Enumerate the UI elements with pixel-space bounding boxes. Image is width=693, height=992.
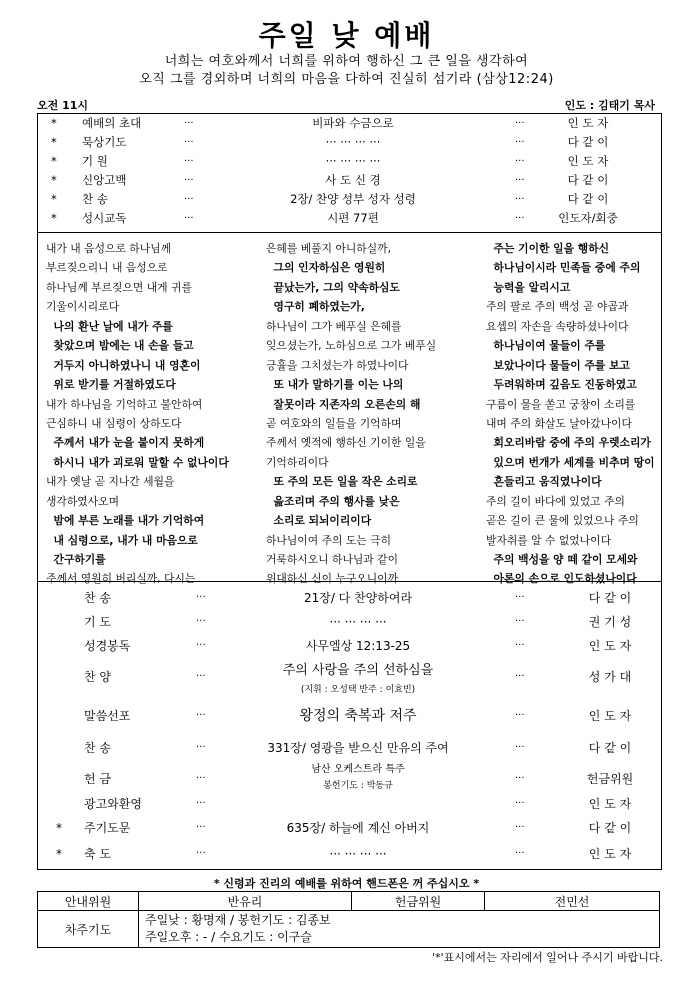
order-item-center: 331장/ 영광을 받으신 만유의 주여 [267, 741, 449, 755]
order-item-dots2: ··· [515, 175, 525, 186]
verse-line-2: 오직 그를 경외하며 너희의 마음을 다하여 진실히 섬기라 (삼상12:24) [139, 72, 554, 87]
reading-line: 잘못이라 지존자의 오른손의 해 [266, 397, 421, 411]
order-item-dots1: ··· [196, 822, 206, 833]
reading-line: 그의 인자하심은 영원히 [266, 261, 386, 275]
order-item-right: 권 기 성 [588, 615, 632, 629]
order-item-star: * [51, 116, 57, 130]
reading-line: 두려워하며 깊음도 진동하였고 [486, 378, 637, 392]
reading-line: 위로 받기를 거절하였도다 [46, 378, 176, 392]
service-leader: 인도 : 김태기 목사 [564, 99, 655, 112]
reading-line: 근심하니 내 심령이 상하도다 [46, 416, 182, 430]
order-item-dots1: ··· [184, 194, 194, 205]
reading-line: 요셉의 자손을 속량하셨나이다 [486, 319, 629, 333]
reading-line: 주의 백성을 양 떼 같이 모세와 [486, 553, 638, 566]
reading-line: 주께서 영원히 버리실까, 다시는 [46, 572, 196, 586]
order-item-name: 성경봉독 [84, 639, 131, 653]
reading-line: 은혜를 베풀지 아니하실까, [266, 242, 392, 255]
order-item-dots2: ··· [515, 798, 525, 809]
order-item [38, 133, 661, 152]
order-item-star: * [51, 192, 57, 206]
order-item-star: * [56, 821, 62, 835]
order-item-dots1: ··· [184, 175, 194, 186]
reading-line: 또 주의 모든 일을 작은 소리로 [266, 475, 418, 489]
order-item-right: 성 가 대 [588, 670, 632, 684]
order-item-dots1: ··· [184, 213, 194, 224]
order-item-dots1: ··· [196, 742, 206, 753]
order-item-dots2: ··· [515, 137, 525, 148]
order-item-right: 인 도 자 [588, 847, 632, 861]
order-item-star: * [51, 173, 57, 187]
reading-line: 읊조리며 주의 행사를 낮은 [266, 494, 400, 508]
order-item-center: 635장/ 하늘에 계신 아버지 [286, 821, 430, 835]
reading-line: 하나님이여 주의 도는 극히 [266, 533, 392, 547]
order-item-name: 묵상기도 [82, 135, 127, 149]
order-item-dots2: ··· [515, 822, 525, 833]
order-item-dots2: ··· [515, 742, 525, 753]
next-week-label: 차주기도 [38, 911, 139, 948]
order-item-name: 기 원 [82, 154, 108, 168]
reading-line: 능력을 알리시고 [486, 280, 571, 294]
order-item [38, 171, 661, 190]
order-item-right: 인 도 자 [567, 154, 609, 168]
reading-line: 주께서 내가 눈을 붙이지 못하게 [46, 436, 205, 450]
order-of-worship-part-2 [37, 582, 662, 870]
order-item-name: 광고와환영 [84, 797, 142, 811]
order-item-dots2: ··· [515, 592, 525, 603]
reading-line: 보았나이다 물들이 주를 보고 [486, 358, 630, 372]
order-item-dots2: ··· [515, 616, 525, 627]
reading-line: 흔들리고 움직였나이다 [486, 475, 602, 489]
order-item-center: 시편 77편 [327, 211, 379, 225]
order-item-dots2: ··· [515, 710, 525, 721]
order-item-center: 남산 오케스트라 특주 [311, 764, 405, 775]
order-item-dots1: ··· [196, 640, 206, 651]
next-week-prayers [139, 911, 660, 948]
reading-line: 소리로 되뇌이리이다 [266, 514, 372, 528]
order-item-name: 찬 송 [84, 591, 111, 605]
order-item-name: 주기도문 [84, 821, 131, 835]
order-item-name: 신앙고백 [82, 173, 127, 187]
reading-line: 하나님이시라 민족들 중에 주의 [486, 261, 641, 275]
verse-line-1: 너희는 여호와께서 너희를 위하여 행하신 그 큰 일을 생각하여 [164, 54, 529, 69]
order-item-sub: (지휘 : 오성택 반주 : 이효빈) [300, 685, 416, 695]
order-item-right: 인 도 자 [567, 116, 609, 130]
order-item [38, 706, 661, 726]
order-item-sub: 봉헌기도 : 박동규 [323, 781, 393, 791]
order-item-dots2: ··· [515, 213, 525, 224]
order-item-dots2: ··· [515, 773, 525, 784]
order-item-center: 주의 사랑을 주의 선하심을 [282, 663, 434, 678]
order-item-name: 찬 양 [84, 670, 111, 684]
order-item [38, 738, 661, 758]
order-item-center: 왕정의 축복과 저주 [299, 708, 417, 724]
reading-line: 끝났는가, 그의 약속하심도 [266, 280, 400, 294]
order-of-worship-part-1 [37, 113, 662, 233]
reading-line: 긍휼을 그치셨는가 하였나이다 [266, 358, 409, 372]
order-item-dots1: ··· [196, 592, 206, 603]
order-item-dots2: ··· [515, 156, 525, 167]
reading-line: 주의 팔로 주의 백성 곧 야곱과 [486, 300, 629, 314]
order-item-dots2: ··· [515, 640, 525, 651]
order-item-center: ··· ··· ··· ··· [329, 847, 387, 861]
order-item [38, 612, 661, 632]
order-item [38, 764, 661, 794]
offering-label: 헌금위원 [352, 892, 485, 911]
reading-line: 하나님이 그가 베푸실 은혜를 [266, 319, 402, 333]
reading-line: 있으며 번개가 세계를 비추며 땅이 [486, 455, 655, 469]
order-item-center: 사 도 신 경 [325, 173, 381, 187]
reading-line: 기울이시리로다 [46, 300, 120, 314]
order-item-name: 헌 금 [84, 772, 111, 786]
order-item-dots1: ··· [184, 118, 194, 129]
reading-line: 부르짖으리니 내 음성으로 [46, 261, 168, 275]
reading-line: 찾았으며 밤에는 내 손을 들고 [46, 339, 194, 353]
order-item-center: 사무엘상 12:13-25 [305, 639, 411, 653]
order-item-right: 다 같 이 [588, 741, 632, 755]
order-item-dots2: ··· [515, 671, 525, 682]
reading-line: 내가 내 음성으로 하나님께 [46, 242, 172, 255]
order-item-dots1: ··· [184, 137, 194, 148]
reading-column-3 [486, 239, 655, 589]
order-item-name: 말씀선포 [84, 709, 131, 723]
order-item-dots1: ··· [196, 616, 206, 627]
usher-value: 반유리 [139, 892, 352, 911]
order-item-right: 다 같 이 [588, 821, 632, 835]
reading-line: 거룩하시오니 하나님과 같이 [266, 553, 399, 566]
reading-line: 하나님께 부르짖으면 내게 귀를 [46, 280, 192, 294]
order-item-dots1: ··· [196, 798, 206, 809]
order-item-right: 다 같 이 [567, 173, 609, 187]
order-item-dots2: ··· [515, 848, 525, 859]
reading-line: 잊으셨는가, 노하심으로 그가 베푸실 [266, 339, 437, 353]
reading-line: 밤에 부른 노래를 내가 기억하여 [46, 514, 205, 528]
order-item-dots1: ··· [196, 848, 206, 859]
order-item-star: * [51, 211, 57, 225]
order-item [38, 818, 661, 838]
order-item-center: 비파와 수금으로 [312, 116, 394, 130]
order-item-center: ··· ··· ··· ··· [325, 135, 381, 149]
reading-line: 주의 길이 바다에 있었고 주의 [486, 494, 625, 508]
order-item-name: 찬 송 [82, 192, 108, 206]
order-item-dots2: ··· [515, 194, 525, 205]
phone-notice: * 신령과 진리의 예배를 위하여 핸드폰은 꺼 주십시오 * [213, 877, 480, 890]
order-item [38, 636, 661, 656]
order-item-right: 다 같 이 [567, 135, 609, 149]
order-item-right: 인 도 자 [588, 639, 632, 653]
page-title: 주일 낮 예배 [258, 19, 435, 52]
next-week-line-2: 주일오후 : - / 수요기도 : 이구슬 [145, 930, 312, 944]
service-time: 오전 11시 [37, 99, 89, 112]
next-week-line-1: 주일낮 : 황명재 / 봉헌기도 : 김종보 [145, 913, 331, 927]
reading-line: 곧 여호와의 일들을 기억하며 [266, 416, 402, 430]
reading-line: 내 심령으로, 내가 내 마음으로 [46, 533, 198, 547]
order-item [38, 794, 661, 814]
order-item-dots1: ··· [184, 156, 194, 167]
order-item-name: 기 도 [84, 615, 111, 629]
offering-value: 전민선 [485, 892, 660, 911]
reading-column-2 [266, 239, 436, 589]
reading-column-1 [46, 239, 229, 589]
order-item-dots2: ··· [515, 118, 525, 129]
reading-line: 나의 환난 날에 내가 주를 [46, 319, 173, 333]
order-item-dots1: ··· [196, 710, 206, 721]
order-item [38, 209, 661, 228]
reading-line: 내며 주의 화살도 날아갔나이다 [486, 416, 632, 430]
order-item-right: 인 도 자 [588, 709, 632, 723]
order-item-dots1: ··· [196, 773, 206, 784]
reading-line: 아론의 손으로 인도하셨나이다 [486, 572, 637, 586]
order-item [38, 190, 661, 209]
reading-line: 곧은 길이 큰 물에 있었으나 주의 [486, 514, 639, 528]
order-item-star: * [51, 154, 57, 168]
reading-line: 기억하리이다 [266, 455, 329, 469]
reading-line: 주는 기이한 일을 행하신 [486, 242, 610, 255]
responsive-reading [37, 232, 662, 586]
reading-line: 회오리바람 중에 주의 우렛소리가 [486, 436, 651, 450]
reading-line: 주께서 옛적에 행하신 기이한 일을 [266, 436, 426, 450]
reading-line: 영구히 폐하였는가, [266, 300, 365, 314]
order-item [38, 114, 661, 133]
reading-line: 발자취를 알 수 없었나이다 [486, 533, 612, 547]
reading-line: 구름이 물을 쏟고 궁창이 소리를 [486, 397, 636, 411]
order-item [38, 662, 661, 695]
usher-label: 안내위원 [38, 892, 139, 911]
reading-line: 위대하신 신이 누구오니이까 [266, 572, 399, 586]
reading-line: 내가 옛날 곧 지나간 세월을 [46, 475, 175, 489]
order-item-center: 21장/ 다 찬양하여라 [303, 591, 413, 605]
order-item-star: * [56, 847, 62, 861]
order-item-name: 성시교독 [82, 211, 127, 225]
standing-footnote: '*'표시에서는 자리에서 일어나 주시기 바랍니다. [432, 951, 663, 964]
reading-line: 거두지 아니하였나니 내 영혼이 [46, 358, 201, 372]
reading-line: 하시니 내가 괴로워 말할 수 없나이다 [46, 455, 229, 469]
order-item-center: 2장/ 찬양 성부 성자 성령 [290, 192, 416, 206]
order-item-center: ··· ··· ··· ··· [329, 615, 387, 629]
reading-line: 간구하기를 [46, 553, 106, 566]
staff-table [37, 891, 660, 948]
order-item-right: 다 같 이 [567, 192, 609, 206]
reading-line: 하나님이여 물들이 주를 [486, 339, 606, 353]
order-item-right: 인 도 자 [588, 797, 632, 811]
order-item-center: ··· ··· ··· ··· [325, 154, 381, 168]
order-item-dots1: ··· [196, 671, 206, 682]
order-item [38, 588, 661, 608]
reading-line: 내가 하나님을 기억하고 불안하여 [46, 397, 203, 411]
order-item-star: * [51, 135, 57, 149]
order-item [38, 152, 661, 171]
reading-line: 또 내가 말하기를 이는 나의 [266, 378, 404, 392]
order-item-right: 인도자/회중 [558, 211, 618, 225]
order-item-right: 헌금위원 [586, 772, 634, 786]
reading-line: 생각하였사오며 [46, 494, 120, 508]
order-item-name: 예배의 초대 [82, 116, 142, 130]
order-item [38, 844, 661, 864]
order-item-name: 찬 송 [84, 741, 111, 755]
order-item-right: 다 같 이 [588, 591, 632, 605]
order-item-name: 축 도 [84, 847, 111, 861]
